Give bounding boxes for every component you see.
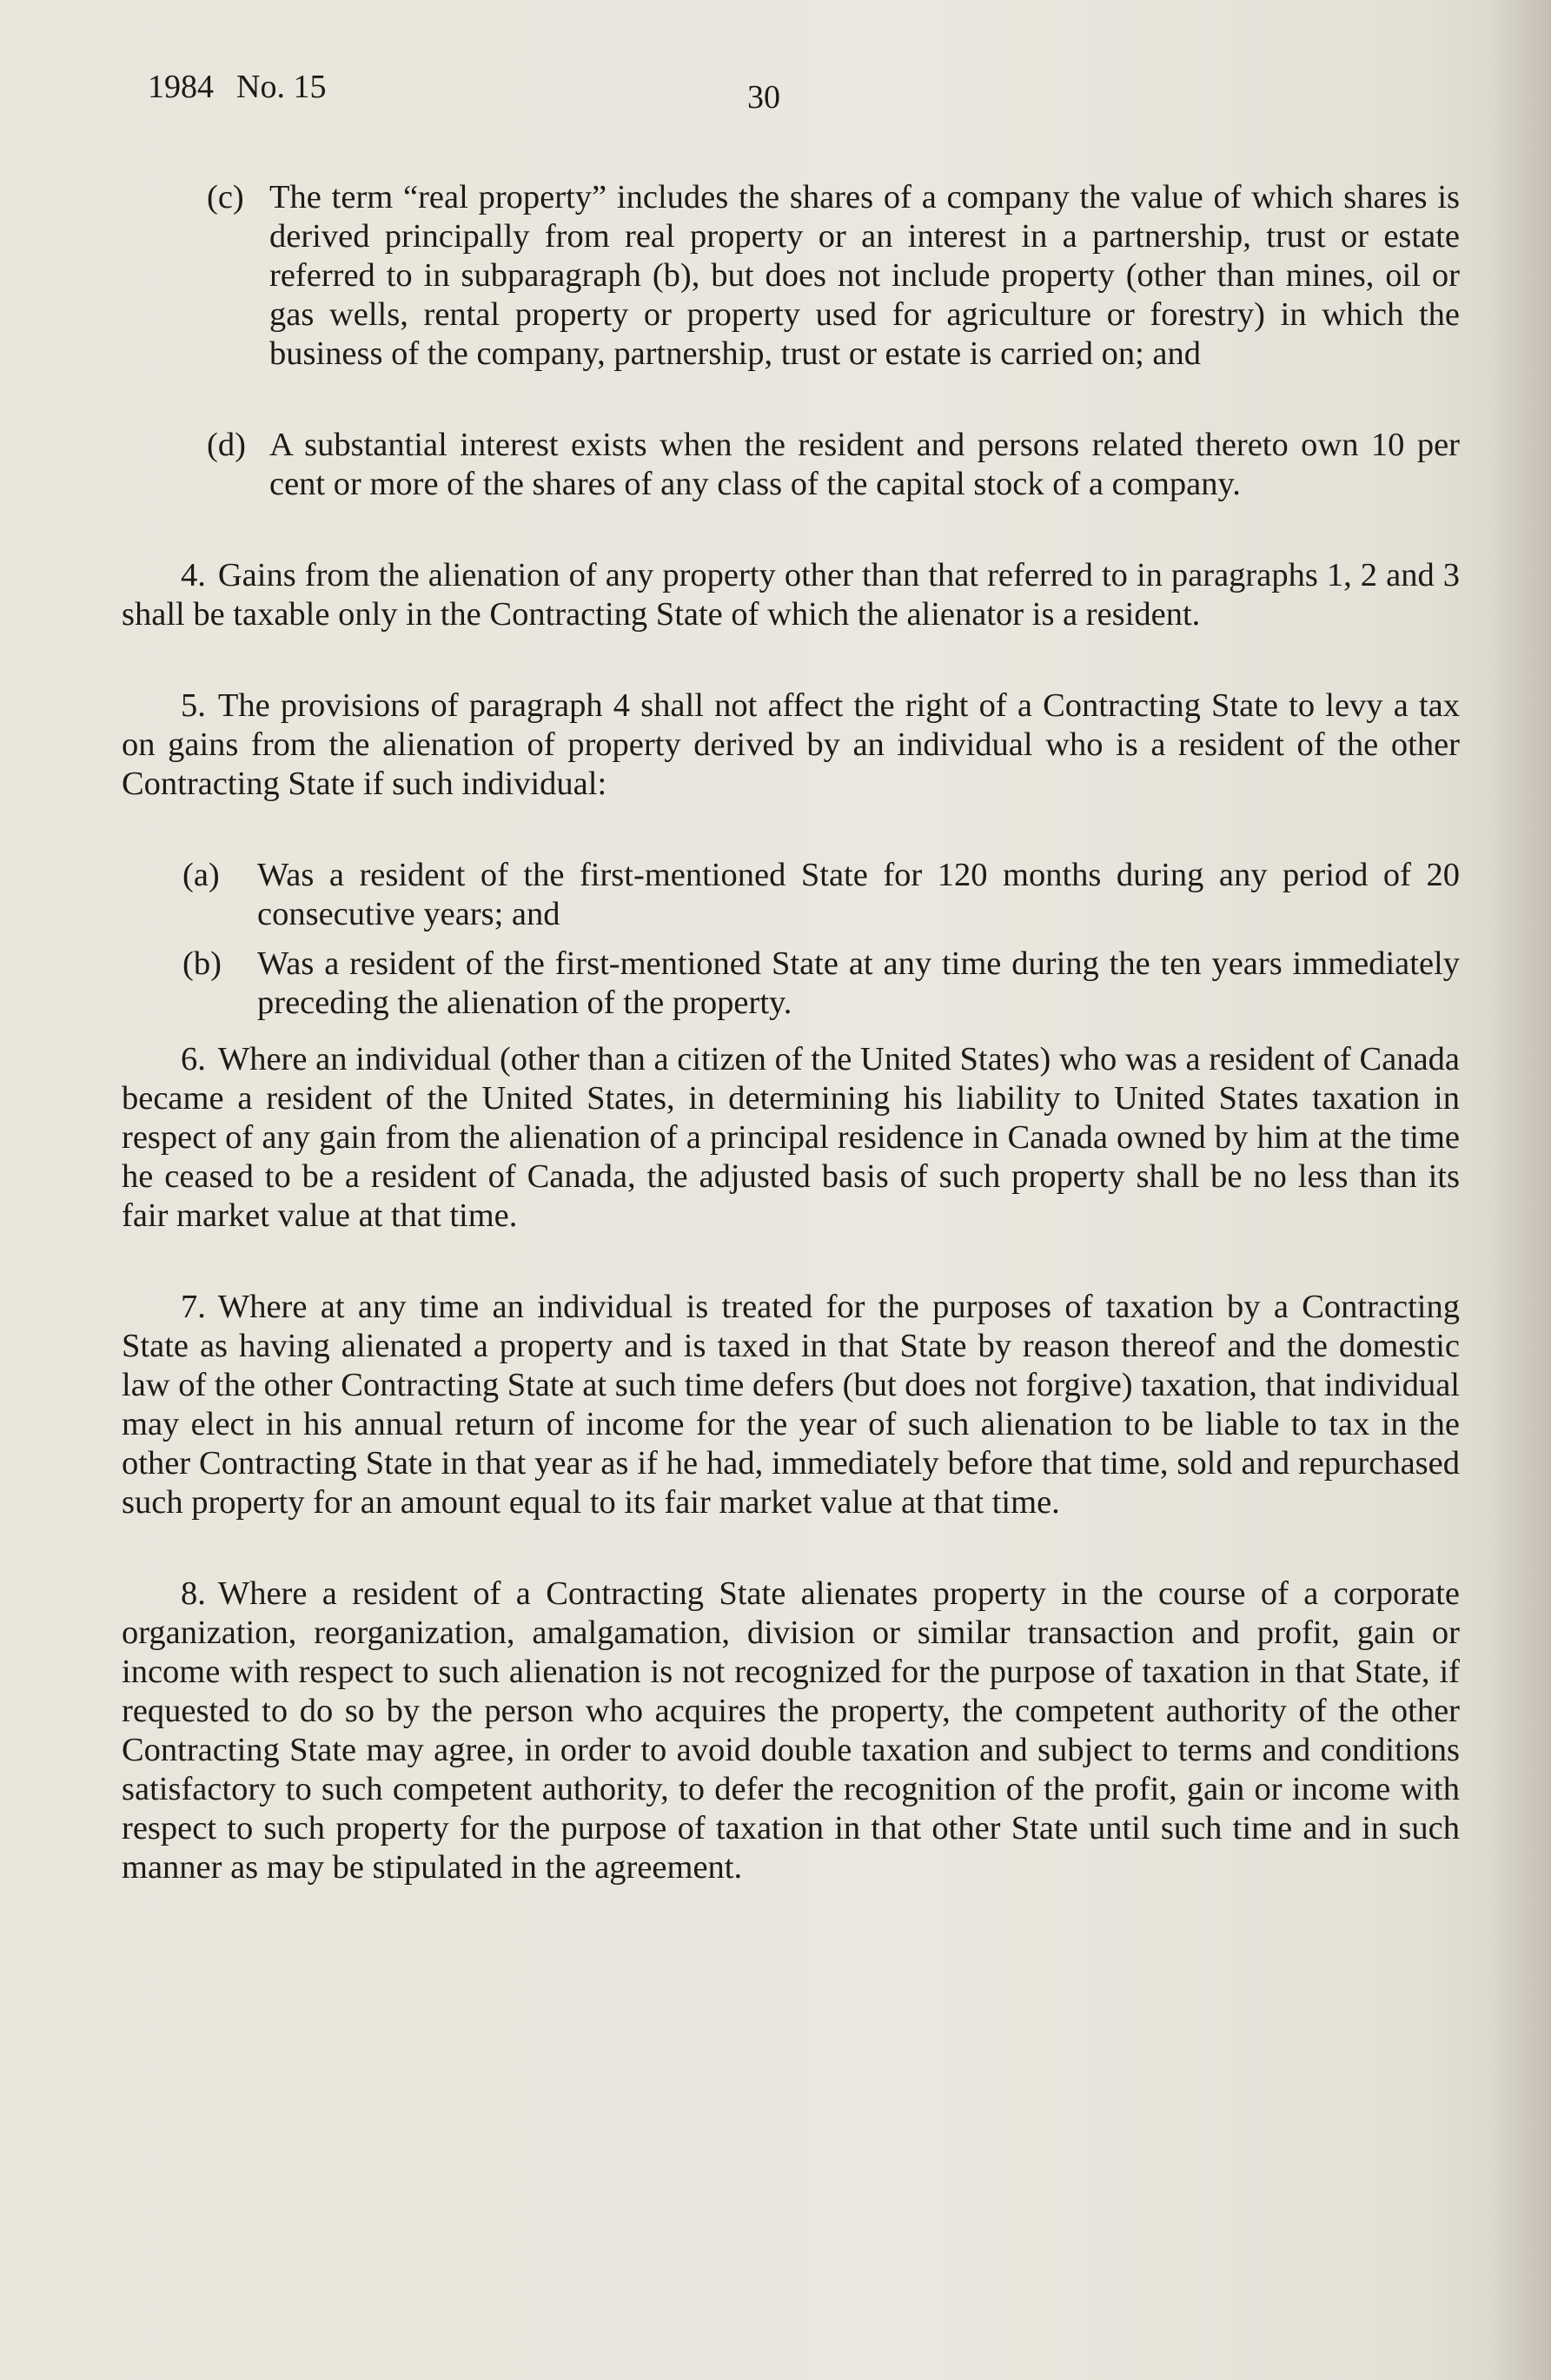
paragraph-number: 4. — [181, 557, 206, 593]
subparagraph-text: The term “real property” includes the shares of a company the value of which shares is derived principally from real property or an interest in a partnership, trust or estate referred to in subparagraph (b), but does not include property (other than mines, oil or gas wells, rental property or property used for agriculture or forestry) in which the business of the company, partnership, trust or estate is carried on; and — [269, 179, 1460, 372]
statute-year: 1984 — [148, 69, 214, 105]
paragraph-number: 6. — [181, 1041, 206, 1077]
subparagraph-text: Was a resident of the first-mentioned State for 120 months during any period of 20 consecutive years; and — [257, 857, 1460, 932]
subparagraph-c — [122, 178, 1460, 374]
paragraph-number: 5. — [181, 687, 206, 724]
paragraph-5 — [122, 686, 1460, 804]
subparagraph-d — [122, 426, 1460, 504]
document-body — [122, 178, 1460, 1939]
paragraph-text: Where at any time an individual is treated for the purposes of taxation by a Contracting State as having alienated a property and is taxed in that State by reason thereof and the domestic law of the other Contracting State at such time defers (but does not forgive) taxation, that individual may elect in his annual return of income for the year of such alienation to be liable to tax in the other Contracting State in that year as if he had, immediately before that time, sold and repurchased such property for an amount equal to its fair market value at that time. — [122, 1289, 1460, 1521]
subparagraph-text: Was a resident of the first-mentioned State at any time during the ten years immediately preceding the alienation of the property. — [257, 945, 1460, 1021]
subparagraph-a — [122, 856, 1460, 934]
paragraph-number: 7. — [181, 1289, 206, 1325]
binding-shadow — [1490, 0, 1551, 2380]
subparagraph-label: (a) — [182, 857, 220, 893]
statute-number: No. 15 — [236, 69, 327, 105]
paragraph-7 — [122, 1288, 1460, 1522]
page-header — [148, 68, 1447, 120]
paragraph-4 — [122, 556, 1460, 634]
subparagraph-label: (d) — [207, 427, 246, 463]
paragraph-number: 8. — [181, 1575, 206, 1612]
paragraph-text: Where a resident of a Contracting State alienates property in the course of a corporate organization, reorganization, amalgamation, division or similar transaction and profit, gain or income with respect to such alienation is not recognized for the purpose of taxation in that State, if requested to do so by the person who acquires the property, the competent authority of the other Contracting State may agree, in order to avoid double taxation and subject to terms and conditions satisfactory to such competent authority, to defer the recognition of the profit, gain or income with respect to such property for the purpose of taxation in that other State until such time and in such manner as may be stipulated in the agreement. — [122, 1575, 1460, 1886]
paragraph-6 — [122, 1040, 1460, 1236]
paragraph-text: Where an individual (other than a citizen of the United States) who was a resident of Canada became a resident of the United States, in determining his liability to United States taxation in respect of any gain from the alienation of a principal residence in Canada owned by him at the time he ceased to be a resident of Canada, the adjusted basis of such property shall be no less than its fair market value at that time. — [122, 1041, 1460, 1234]
statute-reference — [148, 68, 348, 106]
subparagraph-label: (b) — [182, 945, 222, 982]
subparagraph-b — [122, 945, 1460, 1023]
paragraph-text: Gains from the alienation of any property other than that referred to in paragraphs 1, 2 and 3 shall be taxable only in the Contracting State of which the alienator is a resident. — [122, 557, 1460, 633]
paragraph-8 — [122, 1575, 1460, 1887]
paragraph-text: The provisions of paragraph 4 shall not affect the right of a Contracting State to levy a tax on gains from the alienation of property derived by an individual who is a resident of the other Contracting State if such individual: — [122, 687, 1460, 802]
page-number: 30 — [747, 79, 780, 116]
subparagraph-label: (c) — [207, 179, 244, 215]
subparagraph-text: A substantial interest exists when the resident and persons related thereto own 10 per cent or more of the shares of any class of the capital stock of a company. — [269, 427, 1460, 502]
